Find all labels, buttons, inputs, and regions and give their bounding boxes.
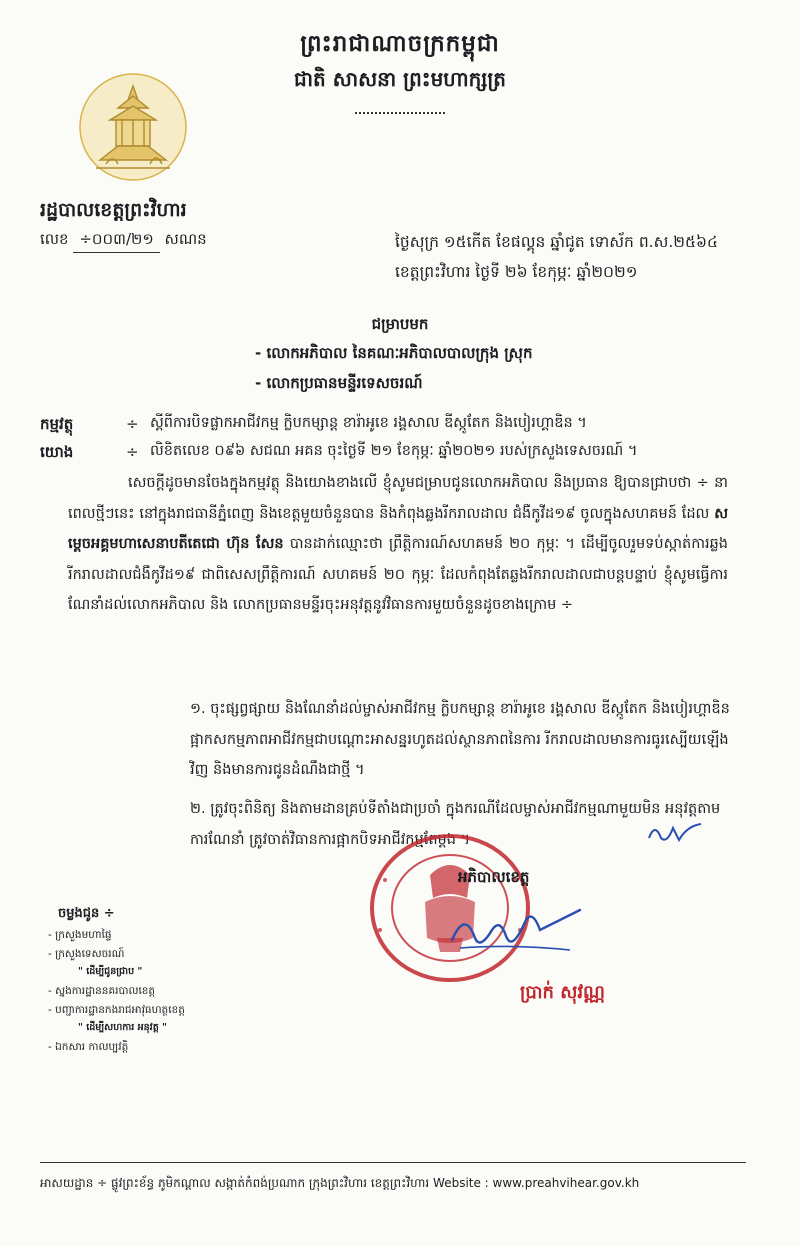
cc-item: - ក្រសួងមហាផ្ទៃ (48, 929, 112, 941)
body-paragraph-start: សេចក្តីដូចមានចែងក្នុងកម្មវត្ថុ និងយោងខាងលើ ខ្ញុំសូមជម្រាបជូនលោកអភិបាល និងប្រធាន ឱ្យបានជ្រាបថា ÷ នាពេលថ្មីៗនេះ នៅក្នុងរាជធានីភ្នំពេញ និងខេត្តមួយចំនួនបាន និងកំពុងឆ្លងរីករាលដាល ជំងឺកូវីដ១៩ ចូលក្នុងសហគមន៍ ដែល (68, 475, 728, 522)
motto: ជាតិ សាសនា ព្រះមហាក្សត្រ (294, 67, 506, 91)
cc-item: - ក្រសួងទេសចរណ៍ (48, 948, 125, 960)
subject-label: កម្មវត្ថុ (40, 415, 74, 433)
reference-text: លិខិតលេខ ០៩៦ សជណ អគន ចុះថ្ងៃទី ២១ ខែកុម្ភៈ ឆ្នាំ២០២១ របស់ក្រសួងទេសចរណ៍ ។ (150, 443, 638, 459)
cc-item: - ស្នងការដ្ឋាននគរបាលខេត្ត (48, 985, 156, 997)
cc-note: " ដើម្បីជូនជ្រាប " (78, 966, 143, 977)
letter-number-prefix: លេខ (40, 230, 69, 248)
letter-number (40, 230, 207, 253)
recipients-title: ជម្រាបមក (371, 315, 429, 333)
subject-colon: ÷ (126, 415, 139, 433)
signatory-title: អភិបាលខេត្ត (458, 868, 530, 886)
footer-address: អាសយដ្ឋាន ÷ ផ្លូវព្រះខ័ន្ធ ភូមិកណ្តាល សង្កាត់កំពង់ប្រណាក ក្រុងព្រះវិហារ ខេត្តព្រះវិហារ (40, 1176, 430, 1190)
province-emblem-logo (78, 68, 188, 186)
lunar-date: ថ្ងៃសុក្រ ១៥កើត ខែផល្គុន ឆ្នាំជូត ទោស័ក ព.ស.២៥៦៤ (395, 233, 718, 251)
instruction-item-2: ២. ត្រូវចុះពិនិត្យ និងតាមដានគ្រប់ទីតាំងជាប្រចាំ ក្នុងករណីដែលម្ចាស់អាជីវកម្មណាមួយមិន អនុវត្តតាមការណែនាំ ត្រូវចាត់វិធានការផ្អាកបិទអាជីវកម្មតែម្តង ។ (190, 801, 721, 848)
footer-divider (40, 1162, 746, 1163)
footer-website: Website : www.preahvihear.gov.kh (433, 1176, 640, 1190)
initials-mark (645, 820, 705, 846)
letter-number-value: ÷០០៣/២១ (73, 230, 159, 253)
cc-note: " ដើម្បីសហការ អនុវត្ត " (78, 1022, 167, 1033)
recipient-item: - លោកប្រធានមន្ទីរទេសចរណ៍ (255, 374, 423, 392)
cc-item: - បញ្ជាការដ្ឋានកងរាជអាវុធហត្ថខេត្ត (48, 1004, 185, 1016)
reference-colon: ÷ (126, 443, 139, 461)
issuing-authority: រដ្ឋបាលខេត្តព្រះវិហារ (40, 199, 187, 221)
body-paragraph (68, 468, 728, 621)
cc-title: ចម្លងជូន ÷ (58, 906, 115, 921)
kingdom-heading: ព្រះរាជាណាចក្រកម្ពុជា (300, 31, 500, 57)
subject-text: ស្តីពីការបិទផ្លាកអាជីវកម្ម ក្លិបកម្សាន្ត ខារ៉ាអូខេ រង្គសាល ឌីស្កូតែក និងបៀរហ្គាឌិន ។ (150, 415, 587, 431)
reference-label: យោង (40, 443, 74, 461)
recipient-item: - លោកអភិបាល នៃគណៈអភិបាលបាលក្រុង ស្រុក (255, 344, 533, 362)
body-paragraph-bold-name: សម្តេចអគ្គមហាសេនាបតីតេជោ ហ៊ុន សែន (68, 505, 728, 552)
footer (40, 1175, 639, 1193)
handwritten-signature (440, 900, 590, 960)
letter-number-suffix: សណន (164, 230, 207, 248)
cc-item: - ឯកសារ កាលប្បវត្តិ (48, 1041, 129, 1053)
body-paragraph-end: បានដាក់ឈ្មោះថា ព្រឹត្តិការណ៍សហគមន៍ ២០ កុម្ភៈ ។ ដើម្បីចូលរួមទប់ស្កាត់ការឆ្លងរីករាលដាលជំងឺកូវីដ១៩ ជាពិសេសព្រឹត្តិការណ៍ សហគមន៍ ២០ កុម្ភៈ ដែលកំពុងតែឆ្លងរីករាលដាលជាបន្តបន្ទាប់ ខ្ញុំសូមធ្វើការណែនាំដល់លោកអភិបាល និង លោកប្រធានមន្ទីរចុះអនុវត្តនូវវិធានការមួយចំនួនដូចខាងក្រោម ÷ (68, 536, 729, 613)
motto-divider (355, 112, 445, 117)
instruction-item-1: ១. ចុះផ្សព្វផ្សាយ និងណែនាំដល់ម្ចាស់អាជីវកម្ម ក្លិបកម្សាន្ត ខារ៉ាអូខេ រង្គសាល ឌីស្កូតែក និងបៀរហ្គាឌិន ផ្អាកសកម្មភាពអាជីវកម្មជាបណ្តោះអាសន្នរហូតដល់ស្ថានភាពនៃការ រីករាលដាលមានការធូរស្បើយឡើងវិញ និងមានការជូនដំណឹងជាថ្មី ។ (190, 701, 730, 778)
signatory-name: ប្រាក់ សុវណ្ណ (520, 982, 606, 1003)
solar-date: ខេត្តព្រះវិហារ ថ្ងៃទី ២៦ ខែកុម្ភៈ ឆ្នាំ២០២១ (395, 263, 638, 281)
